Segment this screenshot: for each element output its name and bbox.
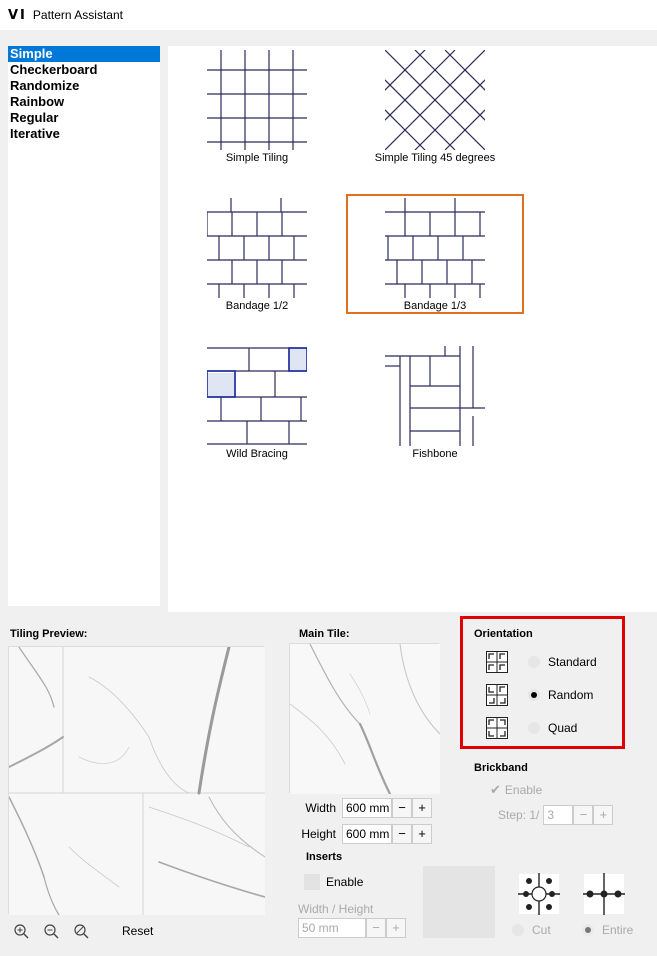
window-title: Pattern Assistant — [32, 8, 123, 22]
pattern-wild-bracing[interactable] — [168, 342, 346, 462]
orientation-standard-icon — [486, 651, 508, 673]
orientation-random-icon — [486, 684, 508, 706]
marble-tile-image — [290, 644, 440, 794]
pattern-simple-tiling[interactable] — [168, 46, 346, 166]
tiling-preview-title: Tiling Preview: — [10, 628, 88, 640]
title-bar — [0, 0, 657, 30]
brickband-step-input[interactable]: 3 — [543, 805, 573, 825]
inserts-size-row — [298, 918, 406, 938]
orientation-group — [460, 616, 625, 749]
width-label: Width — [305, 801, 336, 815]
zoom-in-icon[interactable] — [12, 922, 30, 940]
inserts-title: Inserts — [306, 851, 343, 863]
orientation-standard-option[interactable] — [486, 651, 597, 673]
brickband-title: Brickband — [474, 762, 528, 774]
brickband-enable-row — [490, 782, 542, 798]
category-item-rainbow[interactable]: Rainbow — [10, 94, 65, 109]
pattern-label: Fishbone — [412, 448, 458, 460]
inserts-enable-checkbox[interactable] — [304, 874, 320, 890]
main-tile-preview — [289, 643, 439, 793]
fishbone-icon — [385, 346, 485, 446]
inserts-size-input[interactable]: 50 mm — [298, 918, 366, 938]
orientation-random-radio[interactable] — [528, 689, 540, 701]
wild-bracing-icon — [207, 346, 307, 446]
insert-entire-radio[interactable] — [582, 924, 594, 936]
reset-button[interactable]: Reset — [122, 924, 154, 938]
category-item-iterative[interactable]: Iterative — [10, 126, 60, 141]
insert-cut-label: Cut — [532, 923, 551, 937]
width-increment-button[interactable]: + — [412, 798, 432, 818]
width-row — [296, 798, 432, 818]
inserts-enable-row — [304, 874, 363, 890]
pattern-label: Bandage 1/2 — [225, 300, 289, 312]
orientation-quad-icon — [486, 717, 508, 739]
category-item-simple[interactable]: Simple — [8, 46, 160, 62]
pattern-gallery — [168, 46, 657, 612]
inserts-size-decrement-button[interactable]: − — [366, 918, 386, 938]
height-increment-button[interactable]: + — [412, 824, 432, 844]
orientation-quad-option[interactable] — [486, 717, 577, 739]
app-logo: VI — [8, 7, 27, 23]
insert-cut-option[interactable] — [512, 923, 551, 937]
orientation-quad-label: Quad — [548, 721, 578, 735]
insert-entire-icon — [583, 873, 625, 915]
height-label: Height — [301, 827, 336, 841]
main-tile-title: Main Tile: — [299, 628, 350, 640]
height-decrement-button[interactable]: − — [392, 824, 412, 844]
category-item-checkerboard[interactable]: Checkerboard — [10, 62, 98, 77]
orientation-title: Orientation — [474, 628, 533, 640]
brickband-step-label: Step: 1/ — [498, 808, 540, 822]
insert-entire-label: Entire — [602, 923, 634, 937]
brickband-step-increment-button[interactable]: + — [593, 805, 613, 825]
orientation-quad-radio[interactable] — [528, 722, 540, 734]
pattern-bandage-third[interactable] — [346, 194, 524, 314]
insert-color-swatch[interactable] — [423, 866, 495, 938]
check-icon[interactable]: ✔ — [490, 782, 501, 797]
inserts-enable-label: Enable — [326, 875, 364, 889]
pattern-label: Simple Tiling 45 degrees — [374, 152, 496, 164]
brickband-enable-label: Enable — [504, 783, 543, 797]
brickband-step-decrement-button[interactable]: − — [573, 805, 593, 825]
category-item-randomize[interactable]: Randomize — [10, 78, 80, 93]
zoom-out-icon[interactable] — [42, 922, 60, 940]
orientation-standard-label: Standard — [548, 655, 597, 669]
pattern-fishbone[interactable] — [346, 342, 524, 462]
orientation-standard-radio[interactable] — [528, 656, 540, 668]
bandage-third-icon — [385, 198, 485, 298]
height-row — [296, 824, 432, 844]
preview-toolbar — [12, 922, 153, 940]
tiling-preview[interactable] — [8, 646, 264, 914]
inserts-size-increment-button[interactable]: + — [386, 918, 406, 938]
pattern-bandage-half[interactable] — [168, 194, 346, 314]
brickband-step-row — [498, 805, 613, 825]
pattern-label: Wild Bracing — [226, 448, 288, 460]
orientation-random-option[interactable] — [486, 684, 593, 706]
diagonal-tiling-icon — [385, 50, 485, 150]
simple-tiling-icon — [207, 50, 307, 150]
category-list[interactable] — [8, 46, 160, 606]
pattern-label: Simple Tiling — [225, 152, 289, 164]
width-decrement-button[interactable]: − — [392, 798, 412, 818]
marble-preview-image — [9, 647, 265, 915]
pattern-simple-tiling-45[interactable] — [346, 46, 524, 166]
insert-cut-radio[interactable] — [512, 924, 524, 936]
pattern-label: Bandage 1/3 — [403, 300, 467, 312]
bandage-half-icon — [207, 198, 307, 298]
category-item-regular[interactable]: Regular — [10, 110, 59, 125]
insert-entire-option[interactable] — [582, 923, 633, 937]
inserts-size-label: Width / Height — [298, 902, 374, 916]
width-input[interactable]: 600 mm — [342, 798, 392, 818]
zoom-fit-icon[interactable] — [72, 922, 90, 940]
insert-cut-icon — [518, 873, 560, 915]
orientation-random-label: Random — [548, 688, 594, 702]
height-input[interactable]: 600 mm — [342, 824, 392, 844]
